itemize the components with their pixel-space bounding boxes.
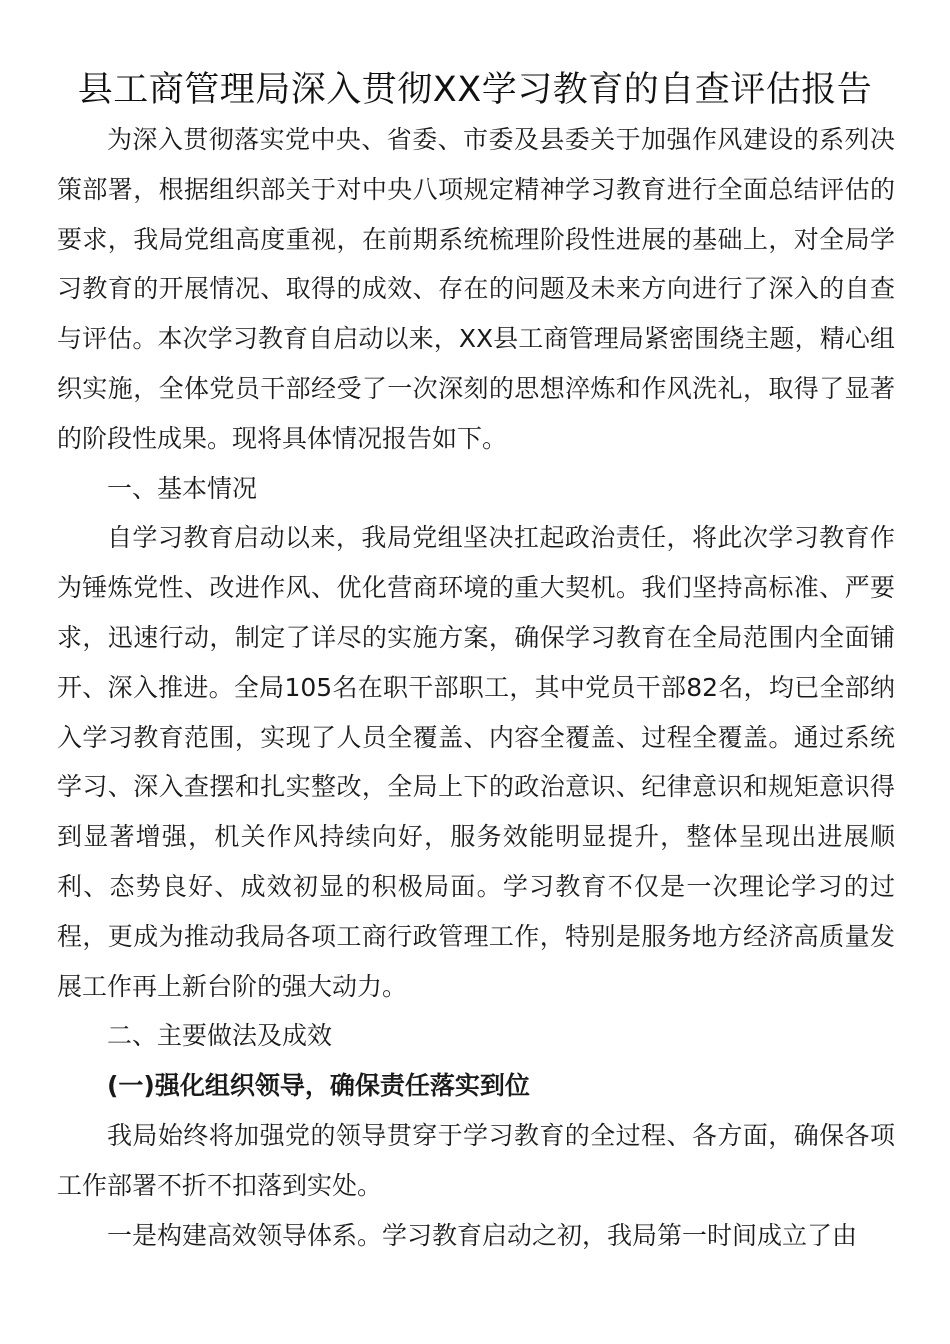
document-title: 县工商管理局深入贯彻XX学习教育的自查评估报告 [77, 70, 873, 110]
leadership-system-paragraph: 一是构建高效领导体系。学习教育启动之初，我局第一时间成立了由 [107, 1220, 858, 1250]
section-heading-main-practices: 二、主要做法及成效 [107, 1021, 333, 1051]
subsection-heading-leadership: (一)强化组织领导，确保责任落实到位 [107, 1071, 530, 1101]
document-body [57, 115, 895, 1260]
section-heading-basic-situation: 一、基本情况 [107, 473, 258, 503]
intro-paragraph: 为深入贯彻落实党中央、省委、市委及县委关于加强作风建设的系列决策部署，根据组织部关于对中央八项规定精神学习教育进行全面总结评估的要求，我局党组高度重视，在前期系统梳理阶段性进展的基础上，对全局学习教育的开展情况、取得的成效、存在的问题及未来方向进行了深入的自查与评估。本次学习教育自启动以来，XX县工商管理局紧密围绕主题，精心组织实施，全体党员干部经受了一次深刻的思想淬炼和作风洗礼，取得了显著的阶段性成果。现将具体情况报告如下。 [57, 125, 895, 453]
basic-situation-paragraph: 自学习教育启动以来，我局党组坚决扛起政治责任，将此次学习教育作为锤炼党性、改进作风、优化营商环境的重大契机。我们坚持高标准、严要求，迅速行动，制定了详尽的实施方案，确保学习教育在全局范围内全面铺开、深入推进。全局105名在职干部职工，其中党员干部82名，均已全部纳入学习教育范围，实现了人员全覆盖、内容全覆盖、过程全覆盖。通过系统学习、深入查摆和扎实整改，全局上下的政治意识、纪律意识和规矩意识得到显著增强，机关作风持续向好，服务效能明显提升，整体呈现出进展顺利、态势良好、成效初显的积极局面。学习教育不仅是一次理论学习的过程，更成为推动我局各项工商行政管理工作，特别是服务地方经济高质量发展工作再上新台阶的强大动力。 [57, 523, 895, 1001]
leadership-paragraph: 我局始终将加强党的领导贯穿于学习教育的全过程、各方面，确保各项工作部署不折不扣落到实处。 [57, 1120, 895, 1200]
